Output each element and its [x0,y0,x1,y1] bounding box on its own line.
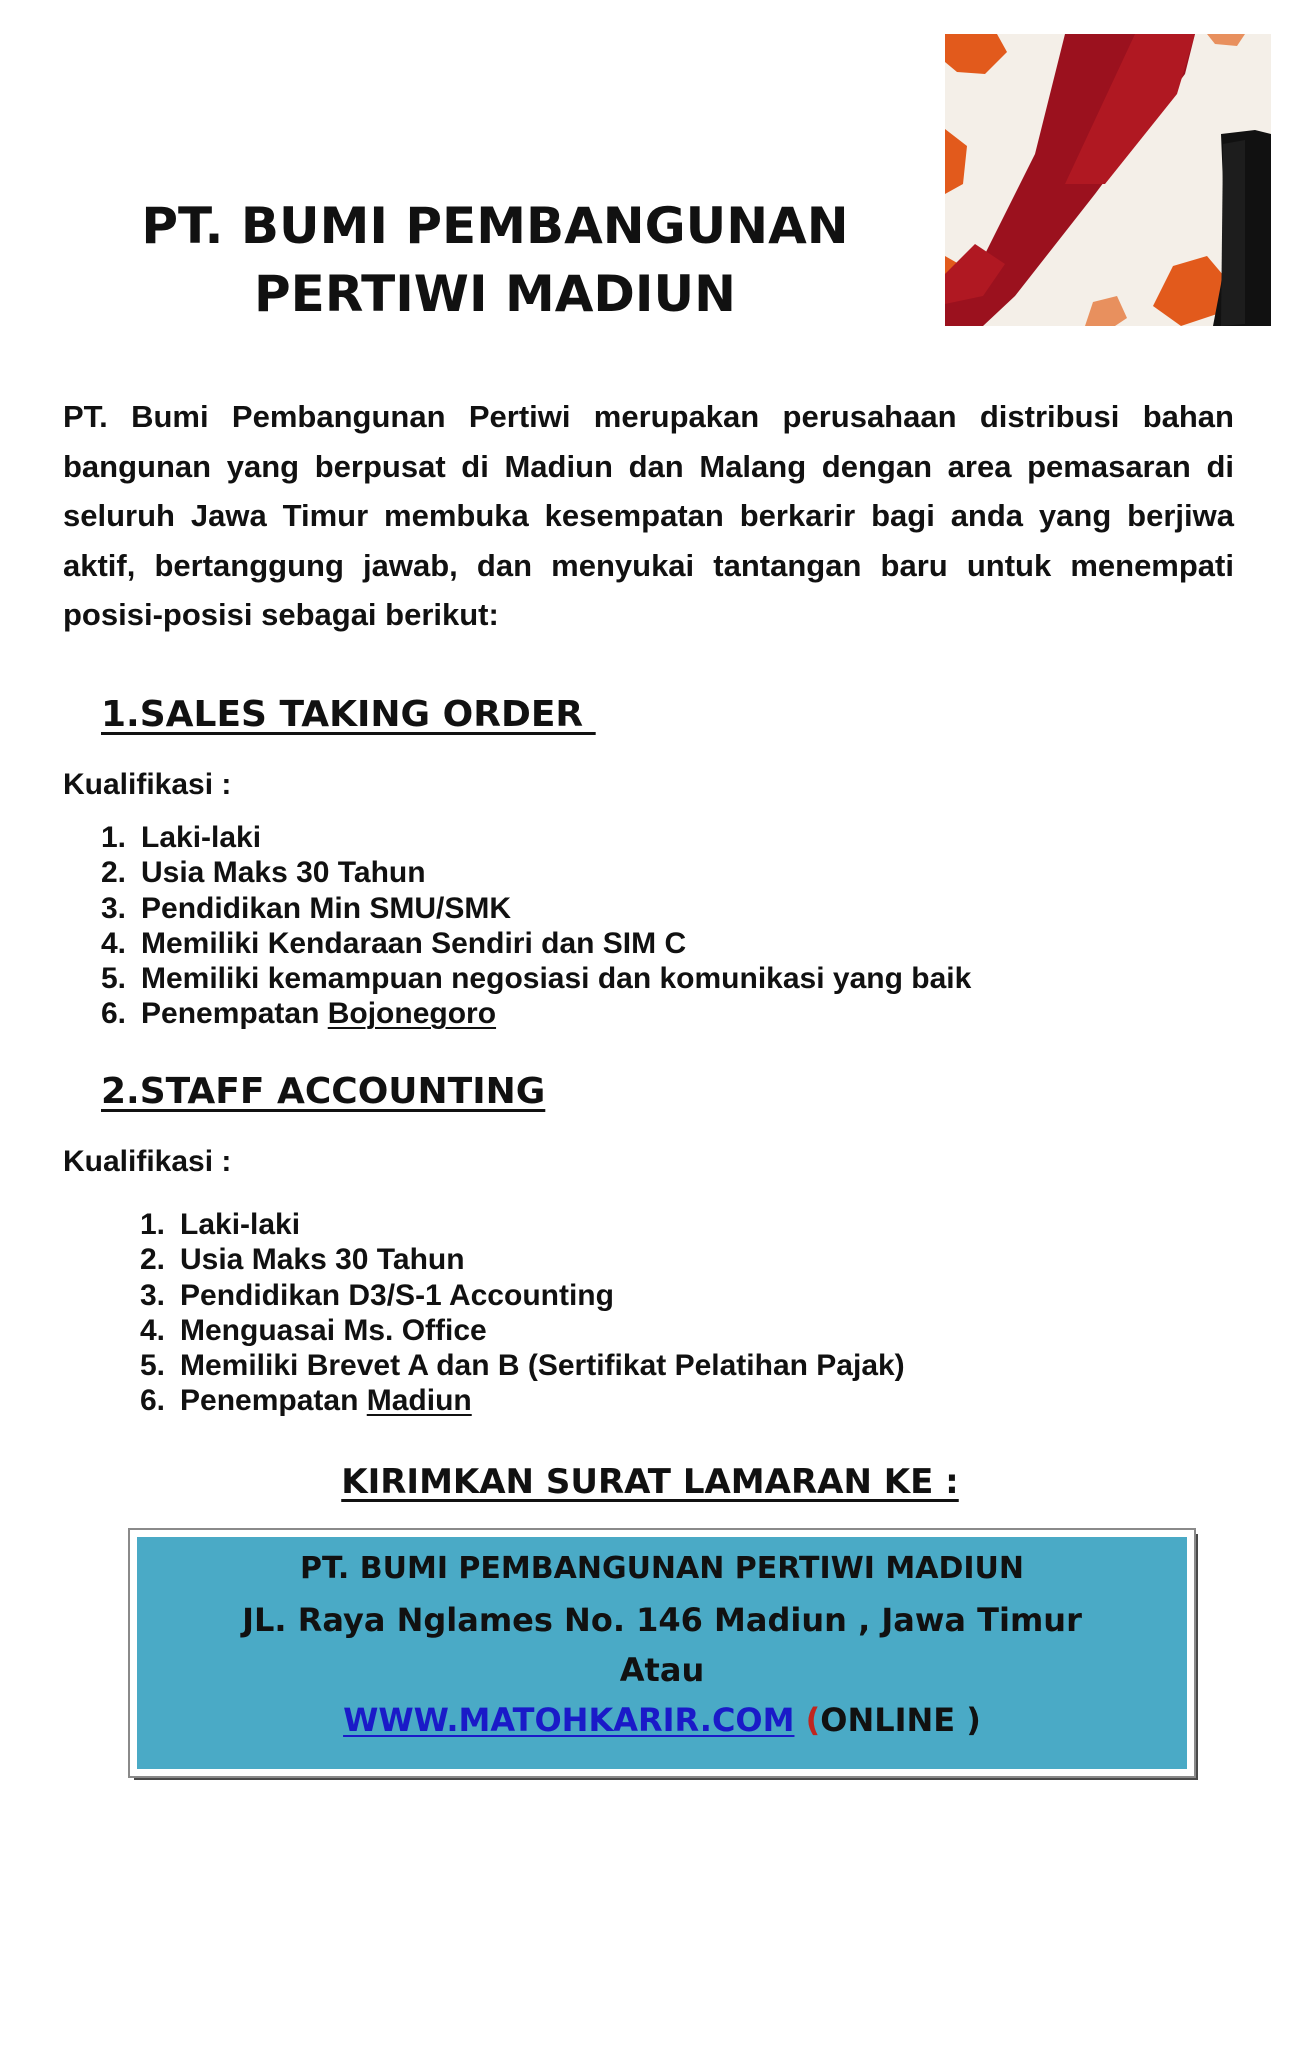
contact-box [130,1530,1194,1776]
placement-location-sales: Bojonegoro [327,997,497,1031]
contact-web-line [137,1701,1187,1739]
list-item: 3. Pendidikan D3/S-1 Accounting [140,1278,614,1312]
company-logo [945,34,1271,326]
list-item: 4. Memiliki Kendaraan Sendiri dan SIM C [101,926,687,960]
list-item: 6. Penempatan Madiun [140,1384,472,1418]
qualification-label-sales: Kualifikasi : [63,768,232,801]
contact-address: JL. Raya Nglames No. 146 Madiun , Jawa Timur [242,1601,1082,1639]
placement-location-accounting: Madiun [366,1384,472,1418]
list-item: 2. Usia Maks 30 Tahun [101,856,426,890]
title-line-1: PT. BUMI PEMBANGUNAN [141,197,849,255]
company-logo-graphic [945,34,1271,326]
list-item: 6. Penempatan Bojonegoro [101,997,497,1031]
contact-company: PT. BUMI PEMBANGUNAN PERTIWI MADIUN [300,1551,1024,1586]
position-heading-accounting: 2.STAFF ACCOUNTING [101,1071,546,1112]
qualification-list-sales [101,820,971,1032]
list-item: 4. Menguasai Ms. Office [140,1313,487,1347]
page-title [100,192,890,328]
list-item: 5. Memiliki kemampuan negosiasi dan komunikasi yang baik [101,962,972,996]
list-item: 2. Usia Maks 30 Tahun [140,1243,465,1277]
apply-heading: KIRIMKAN SURAT LAMARAN KE : [341,1462,959,1502]
website-link[interactable]: WWW.MATOHKARIR.COM [343,1701,795,1739]
list-item: 1. Laki-laki [101,821,262,854]
contact-box-inner [137,1537,1187,1769]
list-item: 5. Memiliki Brevet A dan B (Sertifikat Pelatihan Pajak) [140,1349,905,1383]
contact-or: Atau [619,1651,705,1689]
open-paren: ( [805,1701,821,1739]
position-heading-sales: 1.SALES TAKING ORDER [101,694,596,735]
intro-paragraph: PT. Bumi Pembangunan Pertiwi merupakan perusahaan distribusi bahan bangunan yang berpusat di Madiun dan Malang dengan area pemasaran di seluruh Jawa Timur membuka kesempatan berkarir bagi anda yang berjiwa aktif, bertanggung jawab, dan menyukai tantangan baru untuk menempati posisi-posisi sebagai berikut: [63,399,1234,632]
list-item: 3. Pendidikan Min SMU/SMK [101,891,512,925]
online-label: ONLINE ) [820,1701,981,1739]
title-line-2: PERTIWI MADIUN [254,265,736,323]
list-item: 1. Laki-laki [140,1208,301,1241]
qualification-list-accounting [140,1207,905,1419]
qualification-label-accounting: Kualifikasi : [63,1145,232,1178]
